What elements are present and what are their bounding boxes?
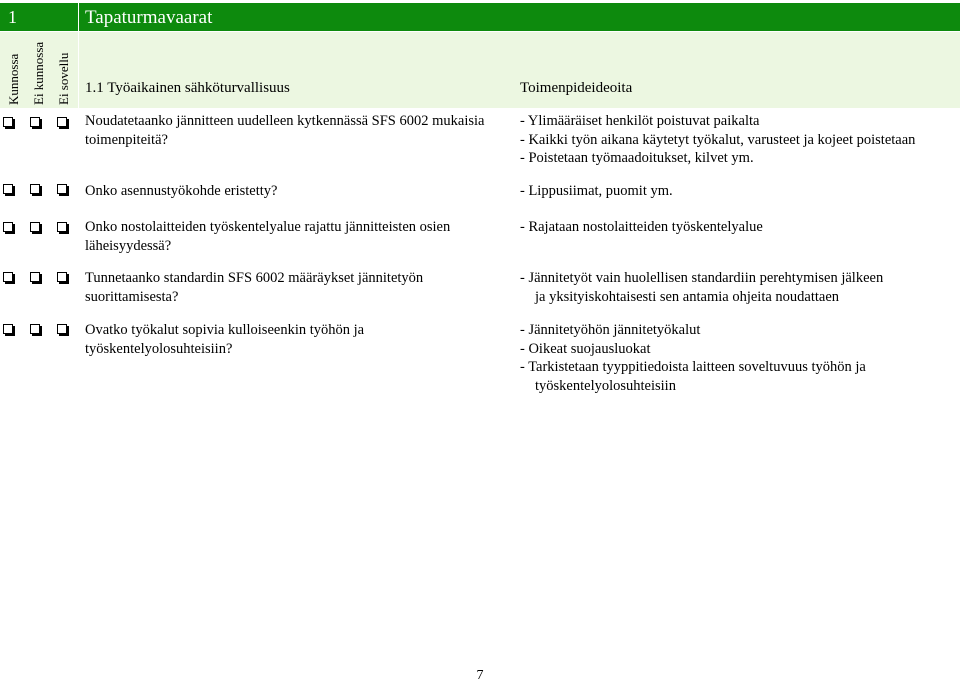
action-item: - Ylimääräiset henkilöt poistuvat paikalta	[520, 113, 760, 129]
action-item: - Jännitetyöhön jännitetyökalut	[520, 322, 701, 338]
action-list	[520, 269, 956, 306]
checkbox-kunnossa[interactable]	[3, 117, 13, 127]
action-list	[520, 112, 956, 168]
question-text: Noudatetaanko jännitteen uudelleen kytkennässä SFS 6002 mukaisia toimenpiteitä?	[85, 113, 485, 148]
action-item: - Jännitetyöt vain huolellisen standardiin perehtymisen jälkeen	[520, 270, 884, 286]
checkbox-ei-sovellu[interactable]	[57, 184, 67, 194]
action-list	[520, 321, 956, 395]
question-text: Tunnetaanko standardin SFS 6002 määräykset jännitetyön suorittamisesta?	[85, 270, 424, 305]
checkbox-kunnossa[interactable]	[3, 272, 13, 282]
action-item: ja yksityiskohtaisesti sen antamia ohjeita noudattaen	[535, 288, 840, 305]
section-number: 1	[0, 3, 78, 31]
action-item: - Lippusiimat, puomit ym.	[520, 183, 673, 199]
checkbox-kunnossa[interactable]	[3, 184, 13, 194]
question-text: Onko nostolaitteiden työskentelyalue rajattu jännitteisten osien läheisyydessä?	[85, 219, 451, 254]
page-number: 7	[476, 668, 484, 683]
question-text: Ovatko työkalut sopivia kulloiseenkin työhön ja työskentelyolosuhteisiin?	[85, 322, 365, 357]
column-label-ei-sovellu: Ei sovellu	[56, 52, 71, 105]
checkbox-ei-kunnossa[interactable]	[30, 117, 40, 127]
column-label-kunnossa: Kunnossa	[6, 53, 21, 105]
checkbox-kunnossa[interactable]	[3, 222, 13, 232]
question-text: Onko asennustyökohde eristetty?	[85, 183, 278, 199]
actions-column-header: Toimenpideideoita	[520, 80, 633, 96]
action-item: työskentelyolosuhteisiin	[535, 377, 676, 394]
checkbox-ei-kunnossa[interactable]	[30, 184, 40, 194]
action-list	[520, 182, 956, 201]
checkbox-ei-kunnossa[interactable]	[30, 324, 40, 334]
action-item: - Tarkistetaan tyyppitiedoista laitteen soveltuvuus työhön ja	[520, 359, 866, 375]
action-item: - Kaikki työn aikana käytetyt työkalut, varusteet ja kojeet poistetaan	[520, 131, 916, 148]
action-item: - Poistetaan työmaadoitukset, kilvet ym.	[520, 150, 754, 166]
column-label-ei-kunnossa: Ei kunnossa	[31, 41, 46, 105]
checkbox-ei-kunnossa[interactable]	[30, 222, 40, 232]
checkbox-ei-sovellu[interactable]	[57, 272, 67, 282]
checkbox-ei-kunnossa[interactable]	[30, 272, 40, 282]
action-list	[520, 218, 956, 237]
action-item: - Rajataan nostolaitteiden työskentelyalue	[520, 219, 763, 235]
checkbox-ei-sovellu[interactable]	[57, 222, 67, 232]
checkbox-ei-sovellu[interactable]	[57, 117, 67, 127]
section-subtitle: 1.1 Työaikainen sähköturvallisuus	[85, 80, 290, 96]
checkbox-kunnossa[interactable]	[3, 324, 13, 334]
checkbox-ei-sovellu[interactable]	[57, 324, 67, 334]
page-title: Tapaturmavaarat	[79, 3, 960, 31]
action-item: - Oikeat suojausluokat	[520, 340, 651, 357]
